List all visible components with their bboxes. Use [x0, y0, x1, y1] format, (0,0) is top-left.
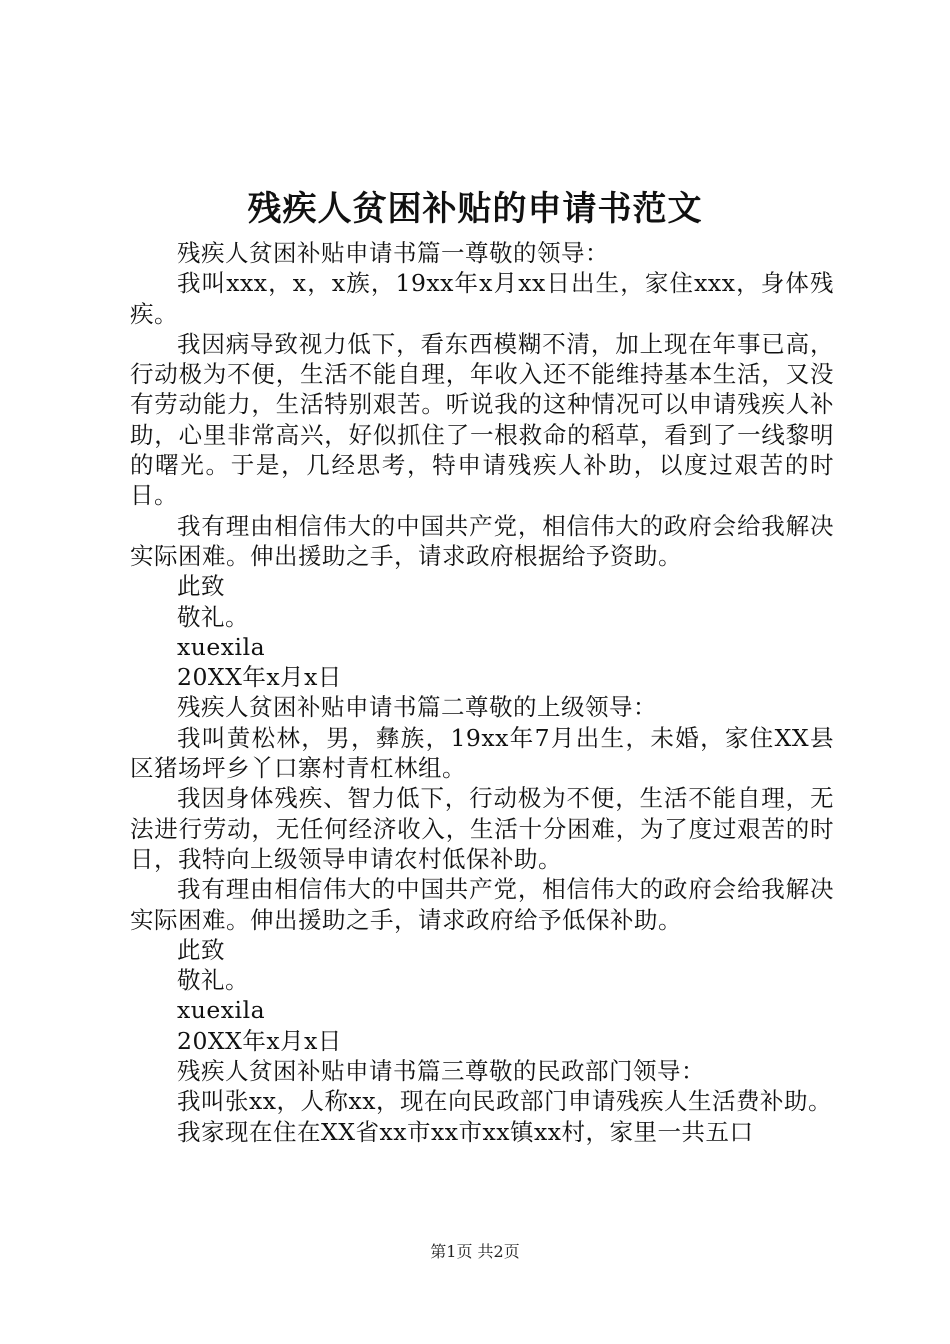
closing-line: 此致 — [177, 572, 225, 601]
document-body — [130, 238, 834, 1147]
paragraph: 我因病导致视力低下，看东西模糊不清，加上现在年事已高，行动极为不便，生活不能自理，年收入还不能维持基本生活，又没有劳动能力，生活特别艰苦。听说我的这种情况可以申请残疾人补助，心里非常高兴，好似抓住了一根救命的稻草，看到了一线黎明的曙光。于是，几经思考，特申请残疾人补助，以度过艰苦的时日。 — [130, 329, 834, 510]
page-footer: 第1页 共2页 — [430, 1242, 520, 1261]
section-heading: 残疾人贫困补贴申请书篇三尊敬的民政部门领导： — [177, 1057, 705, 1086]
section-heading: 残疾人贫困补贴申请书篇二尊敬的上级领导： — [177, 693, 657, 722]
signature-line: xuexila — [177, 996, 266, 1025]
signature-line: xuexila — [177, 632, 266, 661]
date-line: 20XX年x月x日 — [177, 1026, 342, 1055]
document-title: 残疾人贫困补贴的申请书范文 — [247, 189, 703, 229]
paragraph: 我有理由相信伟大的中国共产党，相信伟大的政府会给我解决实际困难。伸出援助之手，请求政府给予低保补助。 — [130, 875, 834, 934]
date-line: 20XX年x月x日 — [177, 663, 342, 692]
paragraph: 我叫张xx，人称xx，现在向民政部门申请残疾人生活费补助。 — [177, 1087, 833, 1116]
closing-line: 敬礼。 — [177, 966, 249, 995]
paragraph: 我叫xxx，x，x族，19xx年x月xx日出生，家住xxx，身体残疾。 — [130, 269, 834, 328]
paragraph: 我家现在住在XX省xx市xx市xx镇xx村，家里一共五口 — [177, 1117, 754, 1146]
paragraph: 我有理由相信伟大的中国共产党，相信伟大的政府会给我解决实际困难。伸出援助之手，请求政府根据给予资助。 — [130, 511, 834, 570]
paragraph: 我叫黄松林，男，彝族，19xx年7月出生，未婚，家住XX县区猪场坪乡丫口寨村青杠林组。 — [130, 723, 834, 783]
closing-line: 此致 — [177, 935, 225, 964]
paragraph: 我因身体残疾、智力低下，行动极为不便，生活不能自理，无法进行劳动，无任何经济收入，生活十分困难，为了度过艰苦的时日，我特向上级领导申请农村低保补助。 — [130, 784, 834, 873]
section-heading: 残疾人贫困补贴申请书篇一尊敬的领导： — [177, 239, 609, 267]
closing-line: 敬礼。 — [177, 602, 249, 631]
